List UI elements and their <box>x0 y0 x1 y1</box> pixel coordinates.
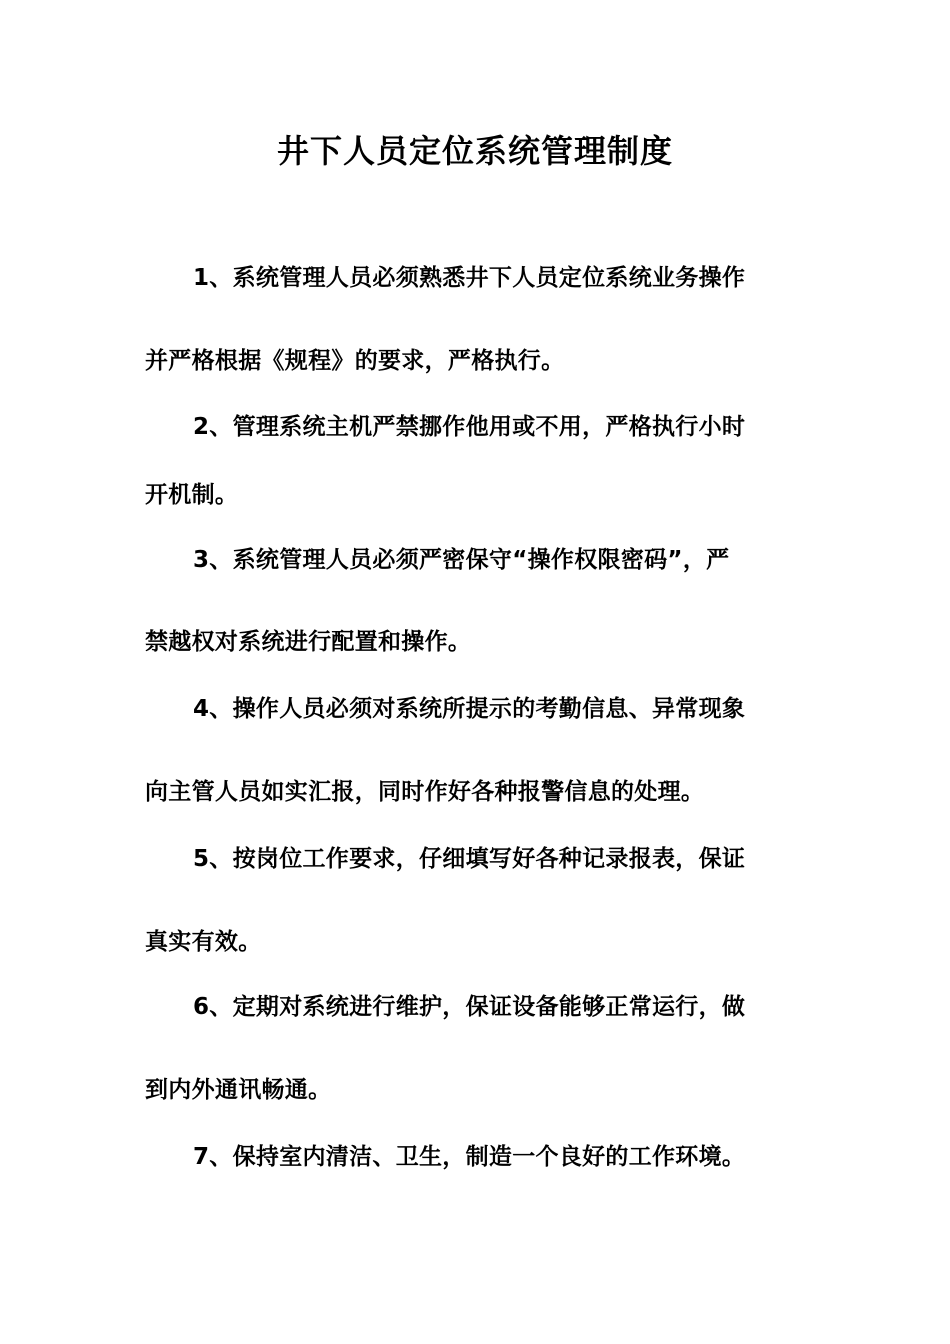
item-2-line-1: 2、管理系统主机严禁挪作他用或不用，严格执行小时 <box>193 414 746 440</box>
item-5-line-2: 真实有效。 <box>145 929 262 955</box>
item-1-line-1: 1、系统管理人员必须熟悉井下人员定位系统业务操作 <box>193 265 746 291</box>
item-6-line-1: 6、定期对系统进行维护，保证设备能够正常运行，做 <box>193 994 746 1020</box>
item-4-line-1: 4、操作人员必须对系统所提示的考勤信息、异常现象 <box>193 696 746 722</box>
item-1-line-2: 并严格根据《规程》的要求，严格执行。 <box>145 348 565 374</box>
item-4-line-2: 向主管人员如实汇报，同时作好各种报警信息的处理。 <box>145 779 705 805</box>
item-5-line-1: 5、按岗位工作要求，仔细填写好各种记录报表，保证 <box>193 846 746 872</box>
item-3-line-1: 3、系统管理人员必须严密保守“操作权限密码”，严 <box>193 547 730 573</box>
item-2-line-2: 开机制。 <box>145 482 239 508</box>
item-3-line-2: 禁越权对系统进行配置和操作。 <box>145 629 472 655</box>
document-title: 井下人员定位系统管理制度 <box>276 132 673 170</box>
item-7-line-1: 7、保持室内清洁、卫生，制造一个良好的工作环境。 <box>193 1144 746 1170</box>
item-6-line-2: 到内外通讯畅通。 <box>145 1077 332 1103</box>
